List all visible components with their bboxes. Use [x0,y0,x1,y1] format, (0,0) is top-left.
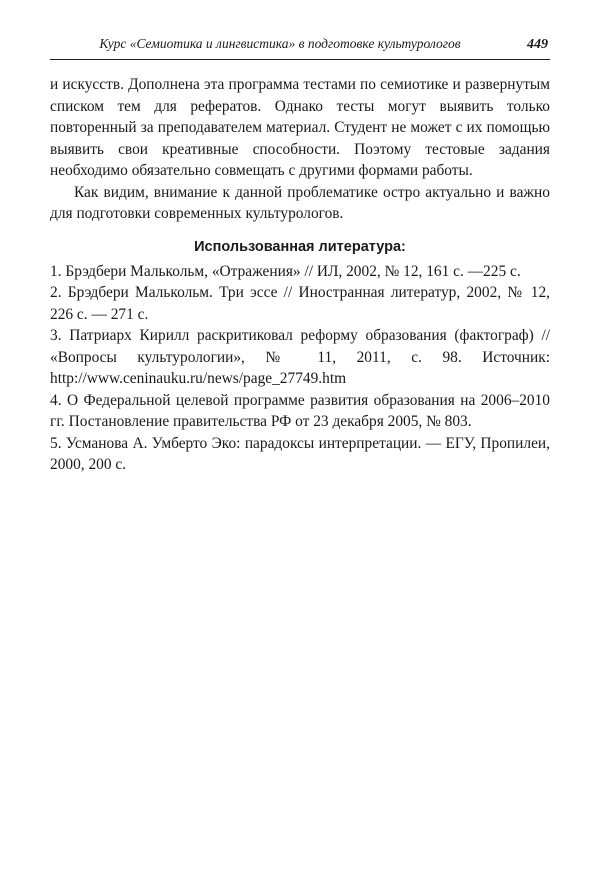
body-text [50,74,550,225]
page [50,36,550,476]
references-heading: Использованная литература: [194,238,406,255]
running-title: Курс «Семиотика и лингвистика» в подготовке культурологов [99,36,461,51]
reference-item: 2. Брэдбери Малькольм. Три эссе // Иностранная литератур, 2002, № 12, 226 с. — 271 с. [50,284,550,323]
reference-item: 1. Брэдбери Малькольм, «Отражения» // ИЛ, 2002, № 12, 161 с. —225 с. [50,262,521,280]
running-header [50,36,550,60]
references-list [50,261,550,476]
reference-item: 5. Усманова А. Умберто Эко: парадоксы интерпретации. — ЕГУ, Пропилеи, 2000, 200 с. [50,434,550,473]
paragraph: и искусств. Дополнена эта программа тестами по семиотике и развернутым списком тем для рефератов. Однако тесты могут выявить только повторенный за преподавателем материал. Студент не может с их помощью выявить свои креативные способности. Поэтому тестовые задания необходимо обязательно совмещать с другими формами работы. [50,76,550,179]
reference-item: 3. Патриарх Кирилл раскритиковал реформу образования (фактограф) // «Вопросы культурологии», № 11, 2011, с. 98. Источник: http://www.ceninauku.ru/news/page_27749.htm [50,327,550,387]
paragraph: Как видим, внимание к данной проблематике остро актуально и важно для подготовки современных культурологов. [50,183,550,222]
reference-item: 4. О Федеральной целевой программе развития образования на 2006–2010 гг. Постановление правительства РФ от 23 декабря 2005, № 803. [50,391,550,430]
page-number: 449 [527,37,548,52]
